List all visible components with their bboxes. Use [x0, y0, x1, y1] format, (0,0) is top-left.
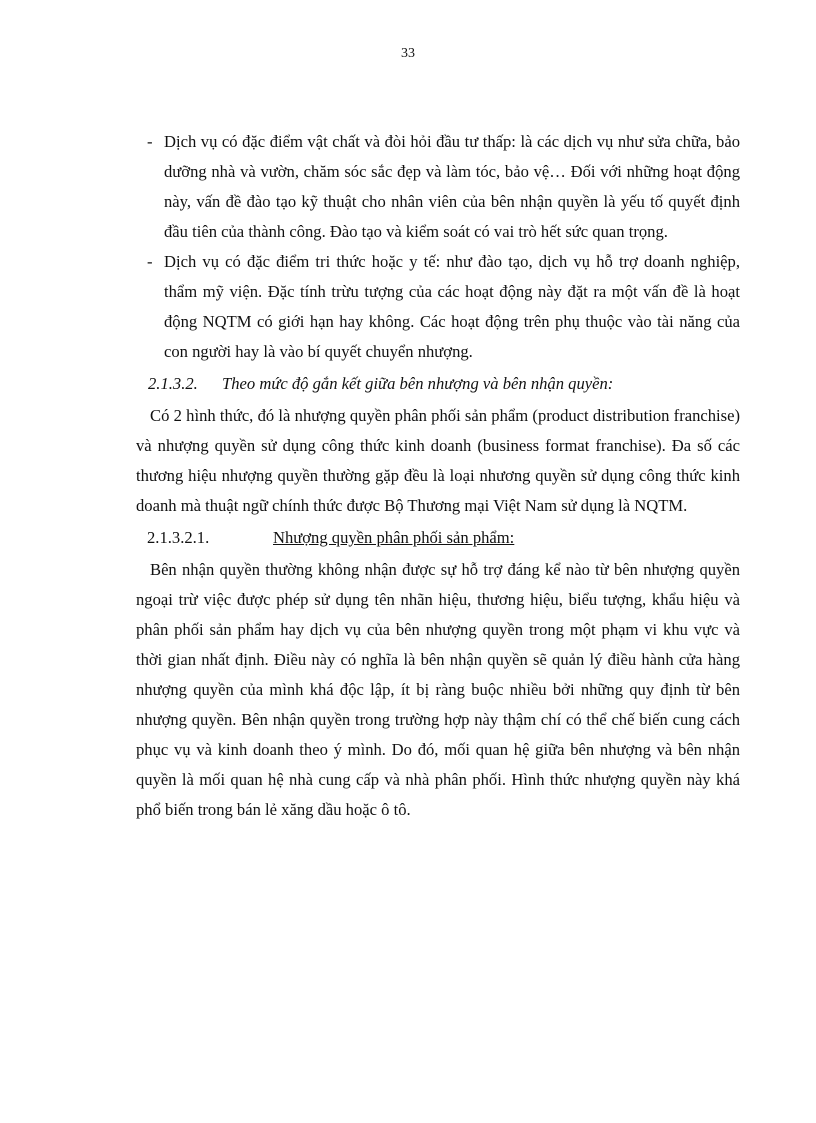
bullet-text: Dịch vụ có đặc điểm tri thức hoặc y tế: như đào tạo, dịch vụ hỗ trợ doanh nghiệp, thẩm mỹ viện. Đặc tính trừu tượng của các hoạt động này đặt ra một vấn đề là hoạt động NQTM có giới hạn hay không. Các hoạt động trên phụ thuộc vào tài năng của con người hay là vào bí quyết chuyển nhượng. — [164, 252, 740, 361]
section-heading-2-1-3-2 — [136, 369, 740, 399]
bullet-item-knowledge-services — [136, 247, 740, 367]
bullet-dash: - — [147, 132, 153, 151]
section-number: 2.1.3.2. — [148, 374, 198, 393]
section-number: 2.1.3.2.1. — [147, 528, 210, 547]
bullet-dash: - — [147, 252, 153, 271]
section-title: Theo mức độ gắn kết giữa bên nhượng và bên nhận quyền: — [222, 374, 614, 393]
section-title: Nhượng quyền phân phối sản phẩm: — [273, 528, 515, 547]
document-body — [136, 127, 740, 825]
section-paragraph-2-1-3-2-1: Bên nhận quyền thường không nhận được sự hỗ trợ đáng kể nào từ bên nhượng quyền ngoại trừ việc được phép sử dụng tên nhãn hiệu, thương hiệu, biểu tượng, khẩu hiệu và phân phối sản phẩm hay dịch vụ của bên nhượng quyền trong một phạm vi khu vực và thời gian nhất định. Điều này có nghĩa là bên nhận quyền sẽ quản lý điều hành cửa hàng nhượng quyền của mình khá độc lập, ít bị ràng buộc nhiều bởi những quy định từ bên nhượng quyền. Bên nhận quyền trong trường hợp này thậm chí có thể chế biến cung cách phục vụ và kinh doanh theo ý mình. Do đó, mối quan hệ giữa bên nhượng và bên nhận quyền là mối quan hệ nhà cung cấp và nhà phân phối. Hình thức nhượng quyền này khá phổ biến trong bán lẻ xăng dầu hoặc ô tô. — [136, 560, 740, 819]
section-heading-2-1-3-2-1 — [136, 523, 740, 553]
page-number: 33 — [401, 46, 415, 61]
section-paragraph-2-1-3-2: Có 2 hình thức, đó là nhượng quyền phân phối sản phẩm (product distribution franchise) và nhượng quyền sử dụng công thức kinh doanh (business format franchise). Đa số các thương hiệu nhượng quyền thường gặp đều là loại nhương quyền sử dụng công thức kinh doanh mà thuật ngữ chính thức được Bộ Thương mại Việt Nam sử dụng là NQTM. — [136, 406, 740, 515]
bullet-text: Dịch vụ có đặc điểm vật chất và đòi hỏi đầu tư thấp: là các dịch vụ như sửa chữa, bảo dưỡng nhà và vườn, chăm sóc sắc đẹp và làm tóc, bảo vệ… Đối với những hoạt động này, vấn đề đào tạo kỹ thuật cho nhân viên của bên nhận quyền là yếu tố quyết định đầu tiên của thành công. Đào tạo và kiểm soát có vai trò hết sức quan trọng. — [164, 132, 740, 241]
bullet-item-material-services — [136, 127, 740, 247]
